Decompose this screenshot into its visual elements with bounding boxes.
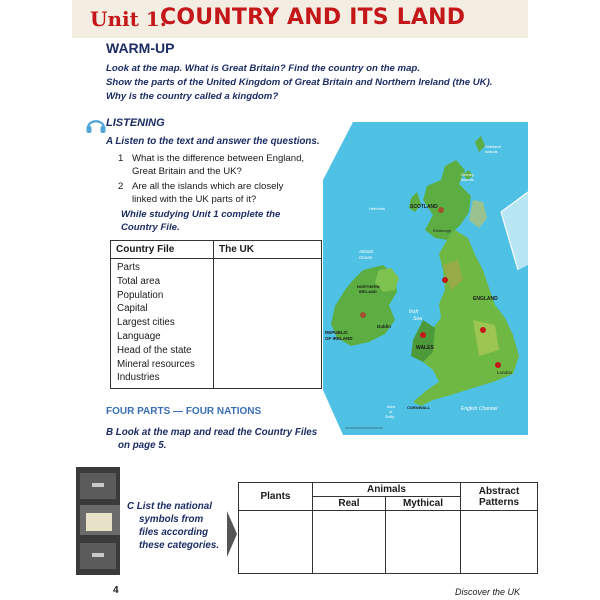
task-a-instruction: A Listen to the text and answer the questions. — [106, 136, 320, 147]
abstract-patterns-answer-cell[interactable] — [461, 511, 538, 574]
country-file-labels — [111, 259, 214, 389]
filing-cabinet-icon — [72, 465, 124, 577]
note-line: While studying Unit 1 complete the — [121, 209, 281, 220]
map-label: NORTHERN — [357, 284, 380, 289]
symbol-marker — [360, 312, 366, 318]
page-number: 4 — [113, 585, 119, 596]
while-studying-note — [121, 208, 280, 234]
the-uk-header: The UK — [214, 241, 322, 259]
question-text: What is the difference between England, — [132, 153, 305, 164]
task-c-line: these categories. — [139, 540, 220, 551]
task-c-line: C List the national — [127, 501, 212, 512]
symbol-marker — [438, 207, 444, 213]
map-label: Atlantic — [359, 249, 374, 254]
map-label: Dublin — [377, 324, 391, 329]
map-label: OF IRELAND — [325, 336, 353, 341]
country-file-header: Country File — [111, 241, 214, 259]
animals-header: Animals — [312, 483, 460, 497]
listening-heading: LISTENING — [106, 117, 165, 129]
headphones-icon — [85, 115, 107, 135]
task-b-instruction — [106, 426, 317, 452]
question-1 — [118, 152, 304, 178]
uk-map — [323, 120, 528, 440]
symbol-marker — [442, 277, 448, 283]
warmup-instructions — [106, 62, 526, 104]
map-label: Edinburgh — [433, 228, 452, 233]
map-label: Hebrides — [369, 206, 386, 211]
question-text-cont: linked with the UK parts of it? — [132, 194, 257, 205]
unit-label: Unit 1. — [90, 7, 167, 31]
four-parts-heading: FOUR PARTS — FOUR NATIONS — [106, 406, 262, 417]
question-text-cont: Great Britain and the UK? — [132, 166, 242, 177]
map-label: Irish — [409, 309, 419, 315]
country-file-table — [110, 240, 322, 389]
map-label: Isles — [387, 404, 396, 409]
map-label: English Channel — [461, 406, 498, 412]
row-label: Language — [117, 330, 161, 342]
row-label: Population — [117, 289, 164, 301]
map-label: Islands — [461, 177, 474, 182]
row-label: Largest cities — [117, 317, 175, 329]
map-label: Islands — [485, 149, 498, 154]
row-label: Head of the state — [117, 344, 192, 356]
map-label: IRELAND — [359, 289, 377, 294]
map-label: ENGLAND — [473, 296, 498, 302]
row-label: Mineral resources — [117, 358, 195, 370]
symbol-marker — [420, 332, 426, 338]
question-number: 1 — [118, 153, 124, 164]
book-title: Discover the UK — [455, 587, 521, 597]
task-b-line: B Look at the map and read the Country Files — [106, 427, 318, 438]
symbol-marker — [495, 362, 501, 368]
map-label: London — [497, 370, 513, 375]
map-label: of — [389, 409, 393, 414]
real-animals-answer-cell[interactable] — [312, 511, 385, 574]
map-label: Orkney — [461, 172, 474, 177]
abstract-patterns-header — [461, 483, 538, 511]
warmup-line: Why is the country called a kingdom? — [106, 91, 279, 102]
mythical-header: Mythical — [385, 497, 460, 511]
sea-area — [323, 122, 528, 435]
map-label: Sea — [413, 316, 422, 322]
header-line: Patterns — [479, 496, 520, 508]
symbol-marker — [480, 327, 486, 333]
row-label: Total area — [117, 275, 161, 287]
map-label: Ocean — [359, 255, 373, 260]
plants-answer-cell[interactable] — [239, 511, 313, 574]
warmup-line: Show the parts of the United Kingdom of Great Britain and Northern Ireland (the UK). — [106, 77, 493, 88]
task-c-line: files according — [139, 527, 209, 538]
the-uk-answer-cell[interactable] — [214, 259, 322, 389]
national-symbols-table — [238, 482, 538, 574]
row-label: Industries — [117, 372, 160, 384]
map-label: REPUBLIC — [325, 330, 349, 335]
map-label: SCOTLAND — [410, 204, 438, 210]
warmup-heading: WARM-UP — [106, 40, 175, 56]
real-header: Real — [312, 497, 385, 511]
unit-title: COUNTRY AND ITS LAND — [160, 5, 466, 30]
note-line: Country File. — [121, 222, 180, 233]
question-number: 2 — [118, 181, 124, 192]
task-b-line: on page 5. — [118, 440, 167, 451]
plants-header: Plants — [239, 483, 313, 511]
row-label: Capital — [117, 303, 148, 315]
question-2 — [118, 180, 283, 206]
map-label: Shetland — [485, 144, 501, 149]
map-label: Scilly — [385, 414, 395, 419]
task-c-instruction — [127, 500, 219, 552]
arrow-right-icon — [227, 511, 237, 557]
mythical-animals-answer-cell[interactable] — [385, 511, 460, 574]
header-line: Abstract — [478, 485, 520, 497]
task-c-line: symbols from — [139, 514, 204, 525]
map-label: CORNWALL — [407, 405, 431, 410]
warmup-line: Look at the map. What is Great Britain? Find the country on the map. — [106, 63, 420, 74]
question-text: Are all the islands which are closely — [132, 181, 284, 192]
map-label: WALES — [416, 345, 434, 351]
row-label: Parts — [117, 262, 140, 273]
